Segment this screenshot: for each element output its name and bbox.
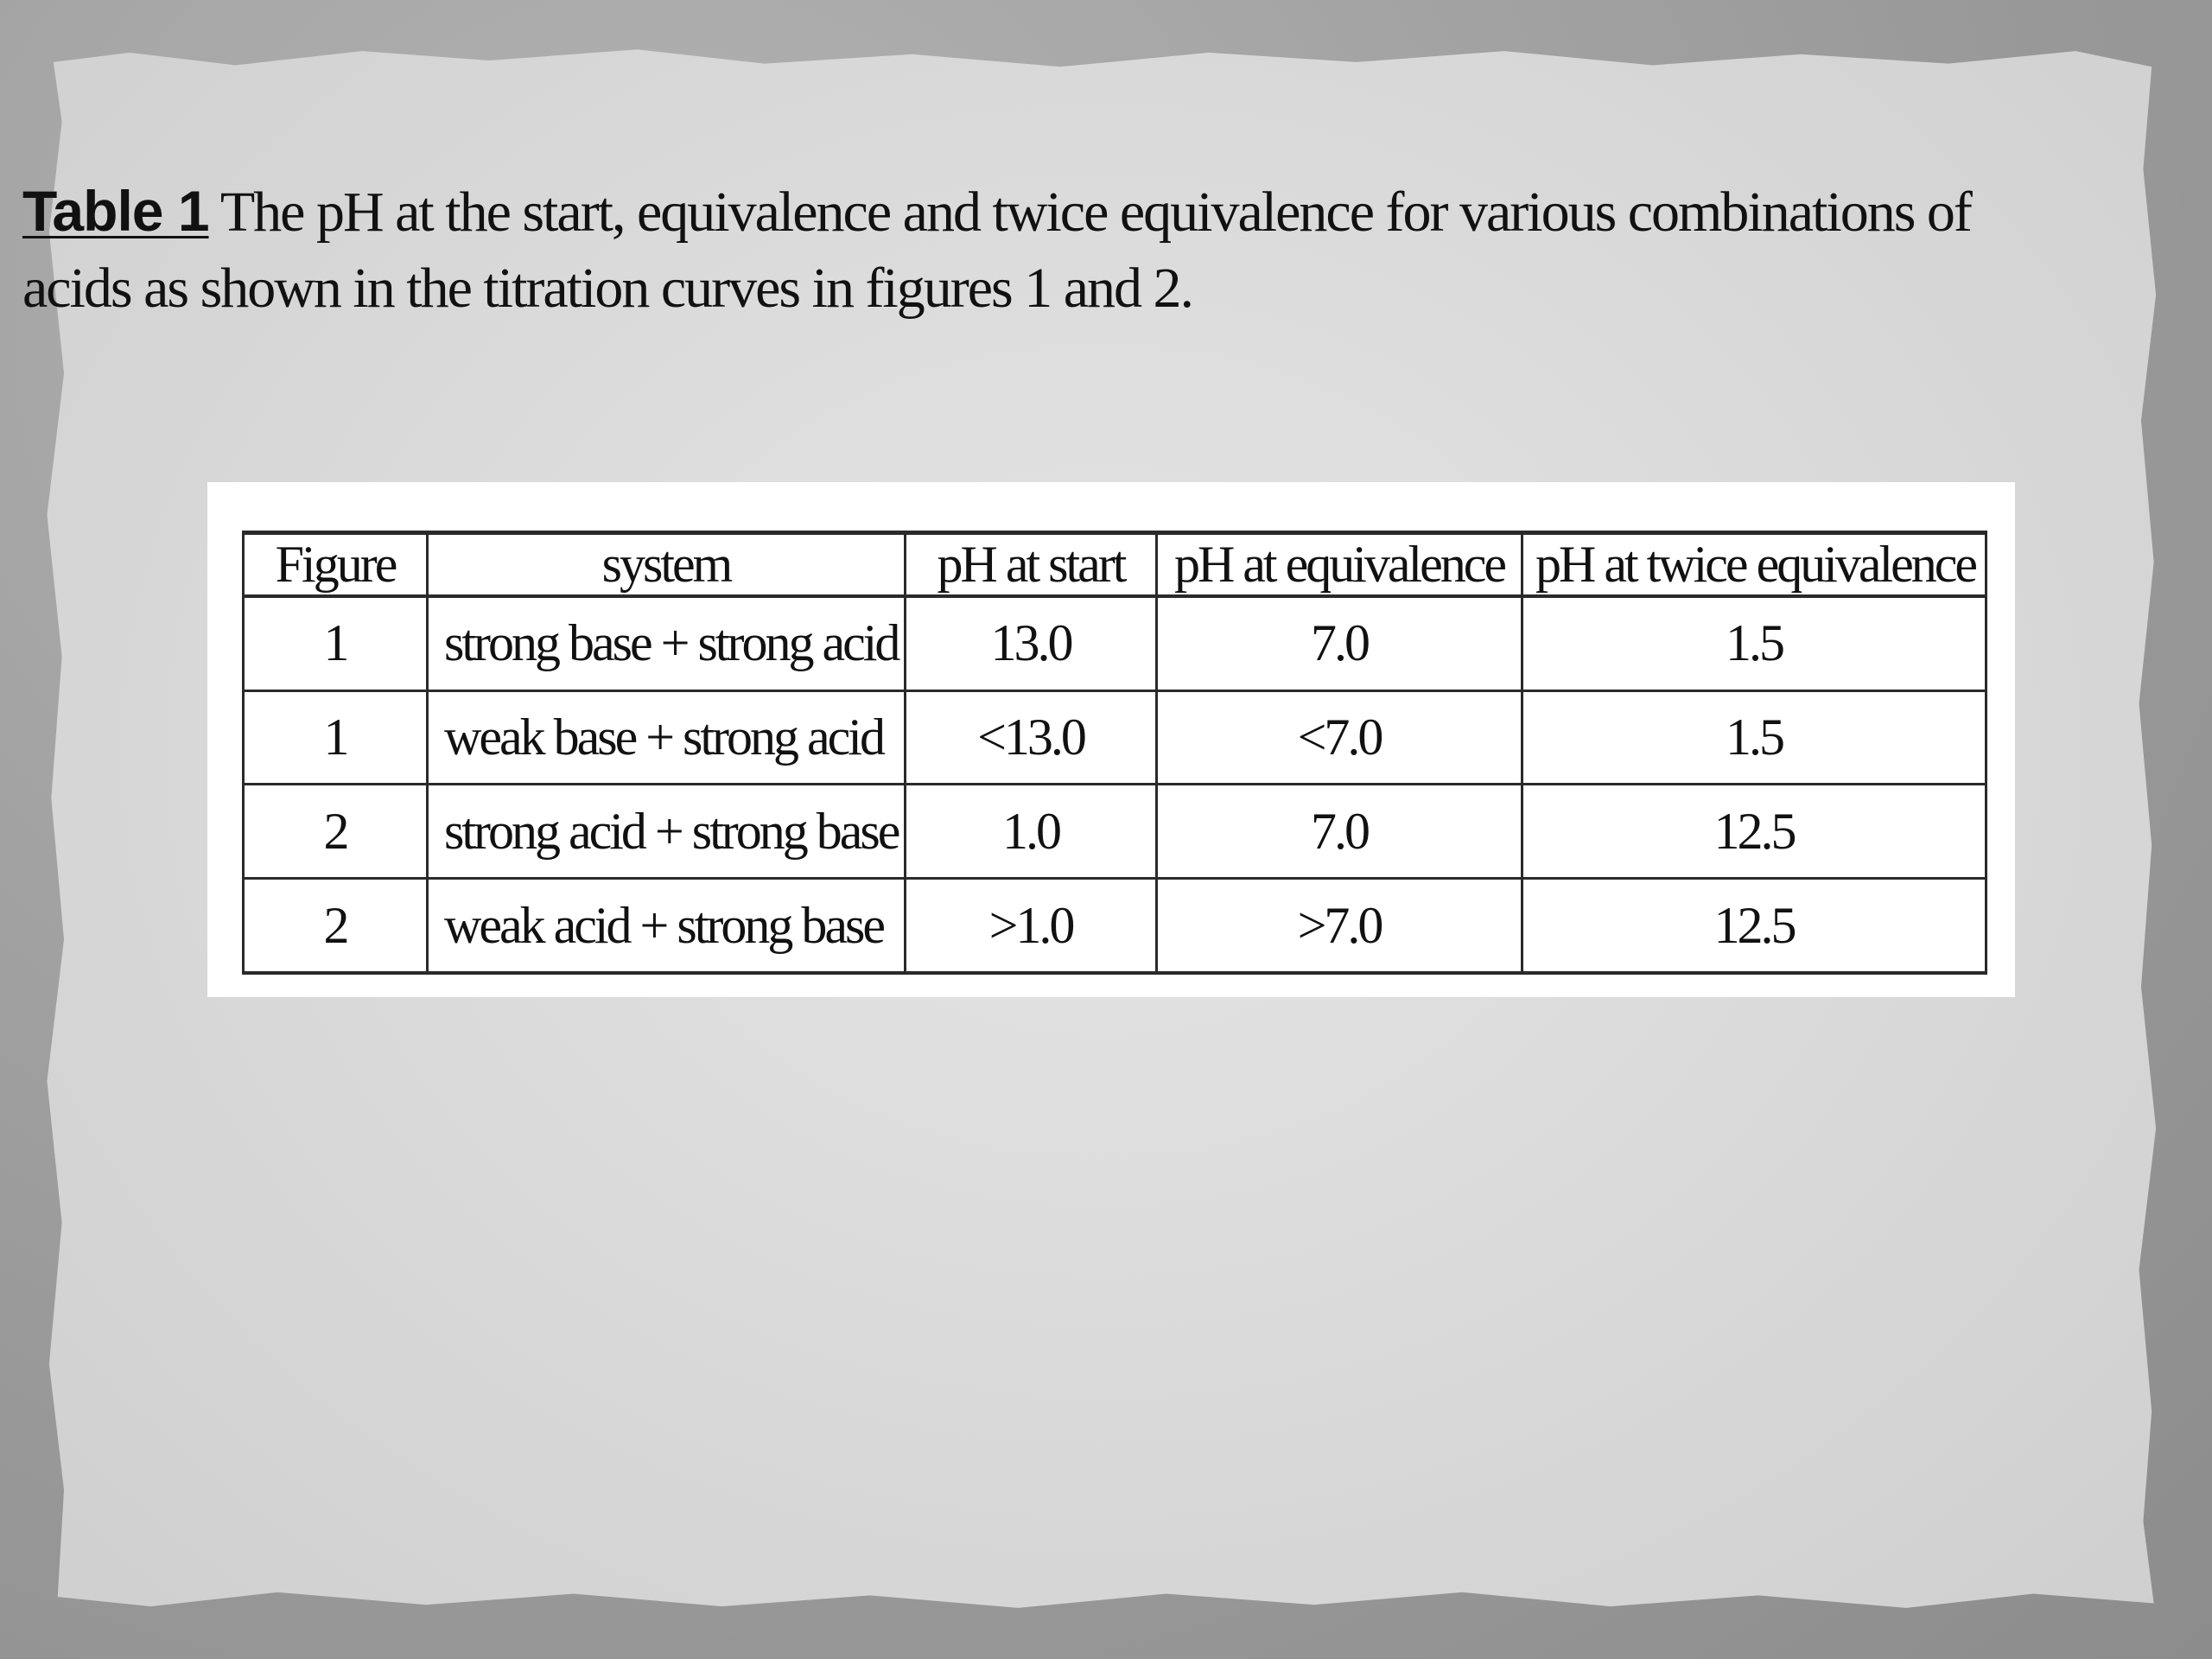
- table-header-row: [244, 533, 1986, 597]
- cell-system: weak base + strong acid: [428, 690, 906, 785]
- cell-ph-start: 13.0: [906, 596, 1157, 690]
- table-panel: [207, 482, 2015, 997]
- cell-system: weak acid + strong base: [428, 879, 906, 973]
- cell-ph-equivalence: 7.0: [1157, 596, 1522, 690]
- header-figure: Figure: [244, 533, 428, 597]
- cell-ph-equivalence: >7.0: [1157, 879, 1522, 973]
- table-caption: [22, 173, 2036, 327]
- table-caption-text: The pH at the start, equivalence and twice equivalence for various combinations of acids as shown in the titration curves in figures 1 and 2.: [22, 181, 1971, 320]
- cell-ph-start: 1.0: [906, 785, 1157, 879]
- cell-system: strong base + strong acid: [428, 596, 906, 690]
- cell-figure: 2: [244, 879, 428, 973]
- cell-ph-twice-equivalence: 12.5: [1522, 879, 1986, 973]
- cell-figure: 1: [244, 596, 428, 690]
- table-row: [244, 690, 1986, 785]
- cell-ph-start: >1.0: [906, 879, 1157, 973]
- ph-table: [242, 531, 1987, 975]
- header-ph-twice-equivalence: pH at twice equivalence: [1522, 533, 1986, 597]
- cell-ph-twice-equivalence: 1.5: [1522, 690, 1986, 785]
- cell-figure: 2: [244, 785, 428, 879]
- cell-ph-twice-equivalence: 12.5: [1522, 785, 1986, 879]
- cell-system: strong acid + strong base: [428, 785, 906, 879]
- cell-ph-equivalence: 7.0: [1157, 785, 1522, 879]
- header-ph-equivalence: pH at equivalence: [1157, 533, 1522, 597]
- cell-figure: 1: [244, 690, 428, 785]
- cell-ph-twice-equivalence: 1.5: [1522, 596, 1986, 690]
- table-row: [244, 785, 1986, 879]
- cell-ph-start: <13.0: [906, 690, 1157, 785]
- header-system: system: [428, 533, 906, 597]
- table-caption-label: Table 1: [22, 179, 209, 243]
- header-ph-start: pH at start: [906, 533, 1157, 597]
- cell-ph-equivalence: <7.0: [1157, 690, 1522, 785]
- table-row: [244, 596, 1986, 690]
- table-row: [244, 879, 1986, 973]
